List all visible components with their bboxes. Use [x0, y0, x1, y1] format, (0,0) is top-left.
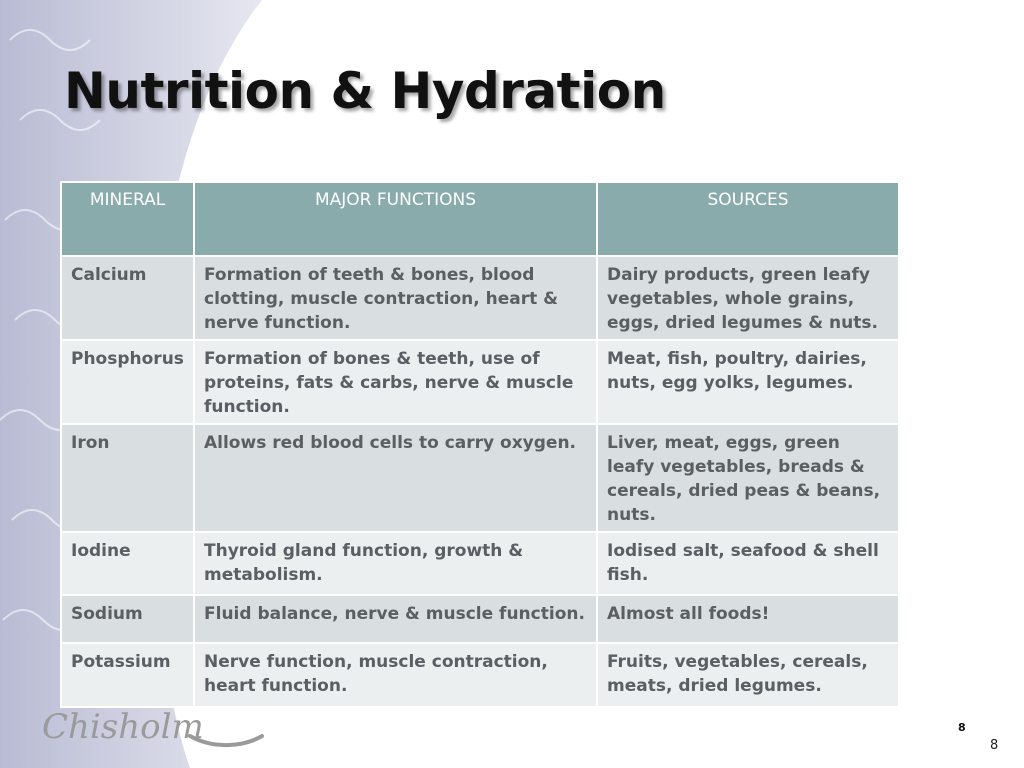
sources-cell: Liver, meat, eggs, green leafy vegetables, breads & cereals, dried peas & beans, nuts. — [597, 424, 899, 532]
sources-cell: Iodised salt, seafood & shell fish. — [597, 532, 899, 595]
logo-wordmark: Chisholm — [42, 707, 204, 747]
table-header-row — [61, 182, 899, 256]
table-row — [61, 424, 899, 532]
mineral-cell: Potassium — [61, 643, 194, 707]
sources-cell: Meat, fish, poultry, dairies, nuts, egg yolks, legumes. — [597, 340, 899, 424]
table-row — [61, 532, 899, 595]
table-row — [61, 340, 899, 424]
header-major-functions: MAJOR FUNCTIONS — [194, 182, 597, 256]
header-mineral: MINERAL — [61, 182, 194, 256]
functions-cell: Thyroid gland function, growth & metabolism. — [194, 532, 597, 595]
sources-cell: Dairy products, green leafy vegetables, whole grains, eggs, dried legumes & nuts. — [597, 256, 899, 340]
minerals-table — [60, 181, 900, 708]
slide-number-small: 8 — [958, 721, 966, 734]
header-sources: SOURCES — [597, 182, 899, 256]
functions-cell: Fluid balance, nerve & muscle function. — [194, 595, 597, 643]
mineral-cell: Sodium — [61, 595, 194, 643]
sources-cell: Almost all foods! — [597, 595, 899, 643]
chisholm-logo — [40, 700, 270, 752]
sources-cell: Fruits, vegetables, cereals, meats, dried legumes. — [597, 643, 899, 707]
functions-cell: Formation of bones & teeth, use of proteins, fats & carbs, nerve & muscle function. — [194, 340, 597, 424]
table-row — [61, 595, 899, 643]
table-row — [61, 643, 899, 707]
functions-cell: Formation of teeth & bones, blood clotting, muscle contraction, heart & nerve function. — [194, 256, 597, 340]
table-row — [61, 256, 899, 340]
mineral-cell: Phosphorus — [61, 340, 194, 424]
mineral-cell: Iodine — [61, 532, 194, 595]
mineral-cell: Calcium — [61, 256, 194, 340]
page-number: 8 — [990, 738, 999, 753]
functions-cell: Allows red blood cells to carry oxygen. — [194, 424, 597, 532]
functions-cell: Nerve function, muscle contraction, heart function. — [194, 643, 597, 707]
mineral-cell: Iron — [61, 424, 194, 532]
slide-title: Nutrition & Hydration — [64, 62, 666, 120]
